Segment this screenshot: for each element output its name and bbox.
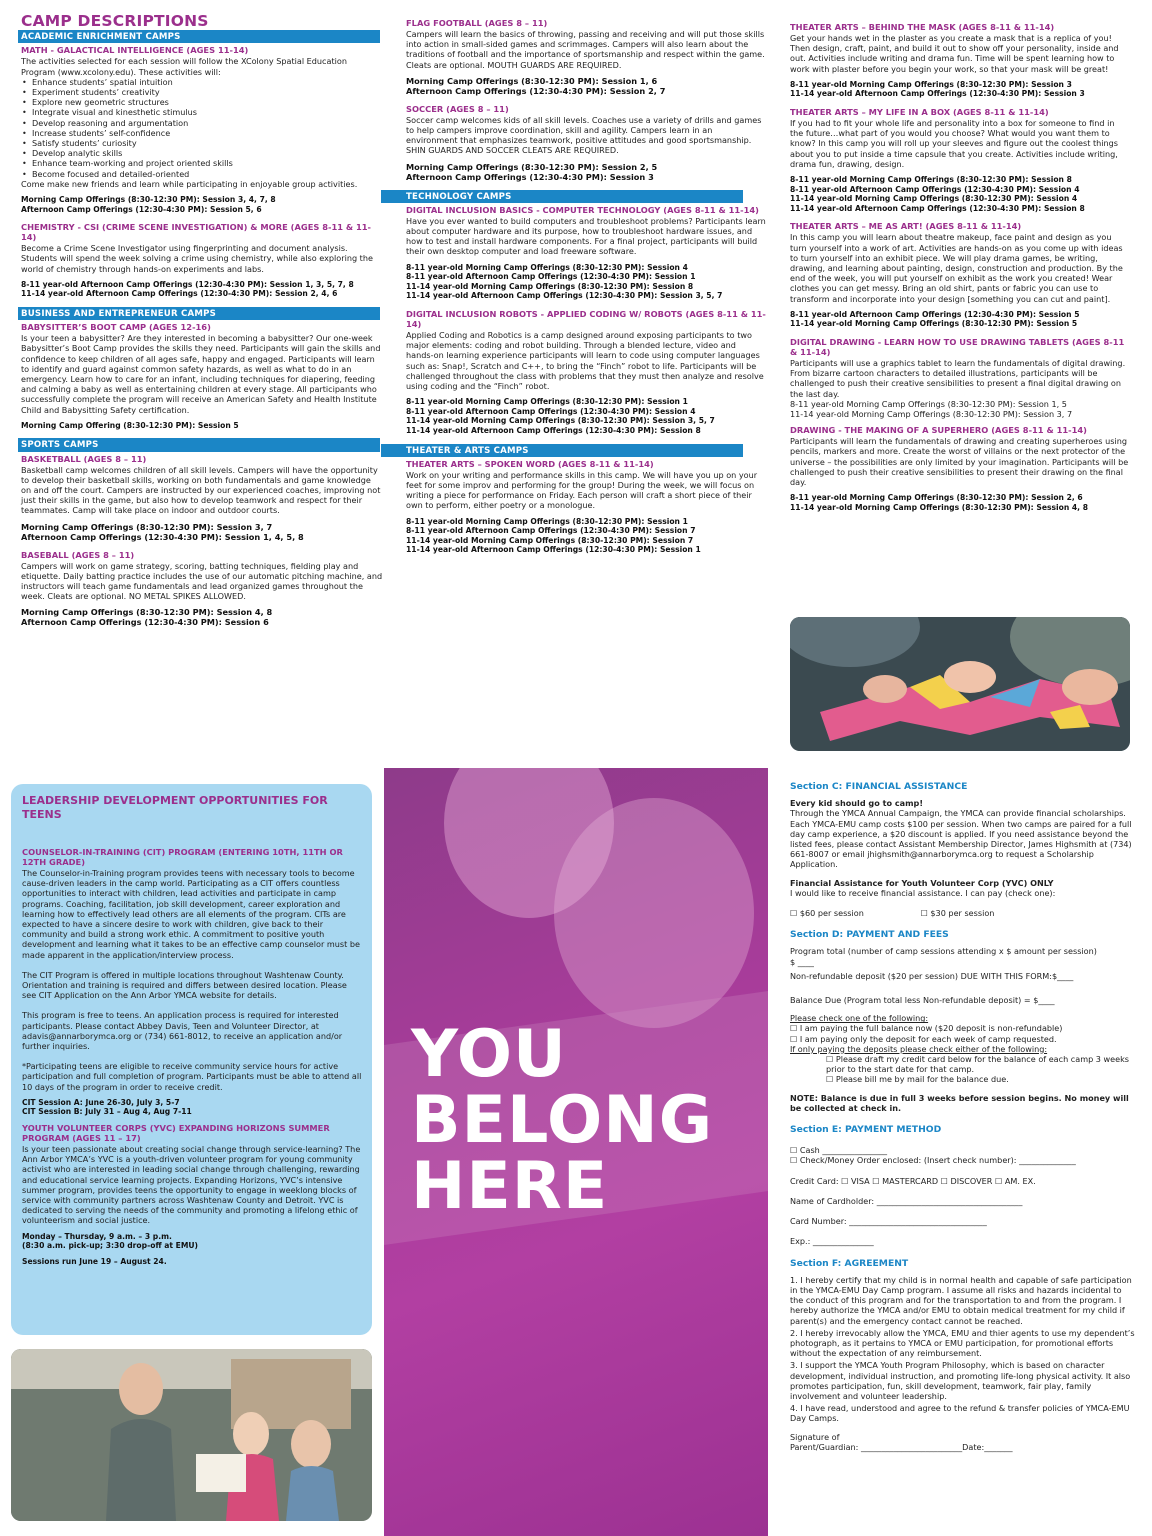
- offering-line: 8-11 year-old Morning Camp Offerings (8:30-12:30 PM): Session 8: [790, 175, 1072, 185]
- offering-line: Morning Camp Offerings (8:30-12:30 PM): Session 3, 7: [21, 521, 273, 532]
- offerings-me-as-art: [790, 310, 1130, 329]
- camp-body-basketball: Basketball camp welcomes children of all skill levels. Campers will have the opportunity to develop their basketball skills, working on both fundamentals and game knowledge on and off the court. Campers are instructed by our experienced coaches, improving not just their skills in the game, but also how to develop teamwork and respect for their teammates. Camp will take place on indoor and outdoor courts.: [21, 464, 381, 516]
- list-item: • Develop reasoning and argumentation: [21, 118, 383, 128]
- checkbox-60-per-session[interactable]: ☐ $60 per session: [790, 908, 864, 919]
- section-c-lead: Every kid should go to camp!: [790, 798, 924, 809]
- offering-line: 11-14 year-old Morning Camp Offerings (8:30-12:30 PM): Session 3, 7: [790, 409, 1073, 420]
- offerings-digital-basics: [406, 263, 766, 301]
- photo-teens-group: [11, 1349, 372, 1521]
- checkbox-cash[interactable]: ☐ Cash ________________: [790, 1145, 888, 1156]
- cardholder-name-field[interactable]: Name of Cardholder: ____________________________________: [790, 1195, 1023, 1206]
- camp-title-life-in-box: THEATER ARTS – MY LIFE IN A BOX (AGES 8-11 & 11-14): [790, 107, 1049, 117]
- offerings-flag-football: [406, 76, 766, 96]
- camp-title-digital-robots: DIGITAL INCLUSION ROBOTS - APPLIED CODING W/ ROBOTS (AGES 8-11 & 11-14): [406, 309, 766, 330]
- check-one-label: Please check one of the following:: [790, 1013, 929, 1024]
- list-item: • Enhance team-working and project oriented skills: [21, 158, 383, 168]
- offering-line: 11-14 year-old Morning Camp Offerings (8:30-12:30 PM): Session 3, 5, 7: [406, 416, 715, 426]
- offering-line: Afternoon Camp Offerings (12:30-4:30 PM): Session 6: [21, 617, 269, 628]
- camp-title-math: MATH - GALACTICAL INTELLIGENCE (AGES 11-14): [21, 45, 249, 56]
- yvc-time-line: Monday – Thursday, 9 a.m. – 3 p.m.: [22, 1231, 172, 1241]
- offering-line: 11-14 year-old Morning Camp Offerings (8:30-12:30 PM): Session 4: [790, 194, 1078, 204]
- offering-line: 8-11 year-old Afternoon Camp Offerings (12:30-4:30 PM): Session 5: [790, 309, 1080, 319]
- offering-line: 11-14 year-old Afternoon Camp Offerings (12:30-4:30 PM): Session 3, 5, 7: [406, 291, 723, 301]
- agreement-item-1: 1. I hereby certify that my child is in normal health and capable of safe participation in the YMCA-EMU Day Camp program. I assume all risks and hazards incidental to the conduct of this program and for the transportation to and from the program. I hereby authorize the YMCA and/or EMU to obtain medical treatment for my child if parent(s) and the emergency contact cannot be reached.: [790, 1274, 1132, 1326]
- offerings-csi: [21, 280, 383, 299]
- signature-label: Signature of: [790, 1431, 840, 1442]
- section-band-business: BUSINESS AND ENTREPRENEUR CAMPS: [18, 307, 380, 320]
- signature-field[interactable]: Parent/Guardian: _________________________Date:_______: [790, 1441, 1013, 1452]
- section-c-yvc-line: I would like to receive financial assistance. I can pay (check one):: [790, 887, 1056, 898]
- photo-kids-crafting: [790, 617, 1130, 751]
- offering-line: 11-14 year-old Morning Camp Offerings (8:30-12:30 PM): Session 5: [790, 319, 1078, 329]
- checkbox-full-balance[interactable]: ☐ I am paying the full balance now ($20 deposit is non-refundable): [790, 1023, 1063, 1034]
- list-item: • Experiment students’ creativity: [21, 87, 383, 97]
- expiration-field[interactable]: Exp.: _______________: [790, 1236, 874, 1247]
- offering-line: Morning Camp Offerings (8:30-12:30 PM): Session 3, 4, 7, 8: [21, 195, 276, 205]
- yvc-sessions: Sessions run June 19 – August 24.: [22, 1256, 167, 1266]
- camp-body-flag-football: Campers will learn the basics of throwing, passing and receiving and will put those skills into action in small-sided games and scrimmages. Campers will also learn about the traditions of football and the importance of sportsmanship and respect within the game. Cleats are optional. MOUTH GUARDS ARE REQUIRED.: [406, 29, 765, 70]
- camp-title-mask: THEATER ARTS – BEHIND THE MASK (AGES 8-11 & 11-14): [790, 22, 1055, 32]
- offering-line: 8-11 year-old Afternoon Camp Offerings (12:30-4:30 PM): Session 4: [406, 406, 696, 416]
- offering-line: 11-14 year-old Afternoon Camp Offerings (12:30-4:30 PM): Session 8: [790, 203, 1085, 213]
- hero-slogan-line: HERE: [411, 1149, 609, 1224]
- program-total-field[interactable]: $ ____: [790, 956, 814, 967]
- camp-body-baseball: Campers will work on game strategy, scoring, batting techniques, fielding play and etiquette. Daily batting practice includes the use of our automatic pitching machine, and instructors will teach game fundamentals and lead organized games throughout the week. Cleats are optional. NO METAL SPIKES ALLOWED.: [21, 560, 383, 602]
- section-band-sports: SPORTS CAMPS: [18, 438, 380, 451]
- camp-body-babysitter: Is your teen a babysitter? Are they interested in becoming a babysitter? Our one-week Babysitter’s Boot Camp provides the skills they need. Participants will gain the skills and confidence to keep children of all ages safe, happy and engaged. Participants will learn to identify and guard against common safety hazards, as well as what to do in an emergency. Learn how to care for an infant, including techniques for diapering, feeding and calming a baby as well as entertaining children at every stage. All participants who successfully complete the program will receive an American Safety and Health Institute Child and Babysitting Safety certification.: [21, 333, 381, 415]
- section-d-heading: Section D: PAYMENT AND FEES: [790, 929, 949, 941]
- offering-line: 8-11 year-old Morning Camp Offerings (8:30-12:30 PM): Session 3: [790, 79, 1072, 89]
- checkbox-check-money-order[interactable]: ☐ Check/Money Order enclosed: (Insert check number): ______________: [790, 1155, 1076, 1166]
- offering-line: Morning Camp Offering (8:30-12:30 PM): Session 5: [21, 420, 239, 430]
- cit-paragraph-3: This program is free to teens. An application process is required for interested participants. Please contact Abbey Davis, Teen and Volunteer Director, at adavis@annarborymca.org or (734) 661-8012, to receive an application and/or further inquiries.: [22, 1010, 343, 1052]
- offering-line: 8-11 year-old Morning Camp Offerings (8:30-12:30 PM): Session 1: [406, 516, 688, 526]
- agreement-item-4: 4. I have read, understood and agree to the refund & transfer policies of YMCA-EMU Day Camps.: [790, 1403, 1130, 1424]
- offerings-spoken-word: [406, 517, 766, 555]
- hero-slogan-line: BELONG: [411, 1083, 714, 1158]
- hero-photo-panel: [384, 768, 768, 1536]
- checkbox-bill-by-mail[interactable]: ☐ Please bill me by mail for the balance due.: [826, 1074, 1009, 1085]
- program-total-label: Program total (number of camp sessions attending x $ amount per session): [790, 946, 1097, 957]
- agreement-item-3: 3. I support the YMCA Youth Program Philosophy, which is based on character development, individual instruction, and promoting life-long physical activity. It also promotes participation, fun, skill development, teamwork, fair play, family involvement and volunteer leadership.: [790, 1360, 1131, 1401]
- offering-line: Afternoon Camp Offerings (12:30-4:30 PM): Session 1, 4, 5, 8: [21, 531, 304, 542]
- agreement-item-2: 2. I hereby irrevocably allow the YMCA, EMU and thier agents to use my dependent’s photograph, as it pertains to YMCA or EMU participation, for promotional efforts without the expectation of any reimbursement.: [790, 1327, 1135, 1359]
- cit-session-a: CIT Session A: June 26-30, July 3, 5-7: [22, 1097, 180, 1107]
- offering-line: 8-11 year-old Morning Camp Offerings (8:30-12:30 PM): Session 1: [406, 397, 688, 407]
- offering-line: Afternoon Camp Offerings (12:30-4:30 PM): Session 5, 6: [21, 204, 262, 214]
- list-item: • Increase students’ self-confidence: [21, 128, 383, 138]
- offerings-basketball: [21, 522, 383, 542]
- offerings-digital-robots: [406, 397, 766, 435]
- camp-title-drawing-tablets: DIGITAL DRAWING - LEARN HOW TO USE DRAWING TABLETS (AGES 8-11 & 11-14): [790, 337, 1125, 357]
- leadership-panel: [11, 784, 372, 1335]
- list-item: • Integrate visual and kinesthetic stimulus: [21, 107, 383, 117]
- camp-title-csi: CHEMISTRY - CSI (CRIME SCENE INVESTIGATION) & MORE (AGES 8-11 & 11-14): [21, 222, 371, 243]
- camp-body-superhero: Participants will learn the fundamentals of drawing and creating superheroes using pencils, markers and more. Create the worst of villains or the next protector of the universe – the possibilities are only limited by your imagination. Participants will be challenged to push their creative sensibilities to present their drawing on the final day.: [790, 436, 1129, 488]
- offering-line: 8-11 year-old Afternoon Camp Offerings (12:30-4:30 PM): Session 7: [406, 526, 696, 536]
- offering-line: Afternoon Camp Offerings (12:30-4:30 PM): Session 2, 7: [406, 85, 666, 96]
- camp-body-csi: Become a Crime Scene Investigator using fingerprinting and document analysis. Students will spend the week solving a crime using chemistry, while also exploring the world of chemistry through hands-on experiments and labs.: [21, 243, 373, 274]
- photo-teens-group-illustration: [11, 1349, 372, 1521]
- photo-kids-crafting-illustration: [790, 617, 1130, 751]
- camp-body-drawing-tablets: Participants will use a graphics tablet to learn the fundamentals of digital drawing. From bizarre cartoon characters to detailed illustrations, participants will be challenged to push their creative sensibilities to present a final digital drawing on the last day.: [790, 358, 1126, 399]
- offering-line: Afternoon Camp Offerings (12:30-4:30 PM): Session 3: [406, 171, 654, 182]
- offerings-soccer: [406, 162, 766, 182]
- list-item: • Develop analytic skills: [21, 148, 383, 158]
- camp-title-basketball: BASKETBALL (AGES 8 – 11): [21, 453, 147, 464]
- cit-sessions: [22, 1098, 362, 1117]
- offering-line: 8-11 year-old Afternoon Camp Offerings (12:30-4:30 PM): Session 1: [406, 272, 696, 282]
- offering-line: 11-14 year-old Morning Camp Offerings (8:30-12:30 PM): Session 8: [406, 281, 694, 291]
- cit-paragraph-4: *Participating teens are eligible to receive community service hours for active participation and full completion of program. Participants must be able to attend all 10 days of the program in order to receive credit.: [22, 1061, 362, 1092]
- offering-line: 11-14 year-old Afternoon Camp Offerings (12:30-4:30 PM): Session 3: [790, 89, 1085, 99]
- section-c-body: Through the YMCA Annual Campaign, the YMCA can provide financial scholarships. Each YMCA-EMU camp costs $100 per session. When two camps are paired for a full day camp experience, a $20 discount is applied. If you need assistance beyond the listed fees, please contact Assistant Membership Director, James Highsmith at (734) 661-8007 or email jhighsmith@annarborymca.org to request a Scholarship Application.: [790, 808, 1132, 870]
- camp-body-life-in-box: If you had to fit your whole life and personality into a box for someone to find in the future…what part of you would you choose? What would you want them to know? In this camp you will roll up your sleeves and figure out the coolest things about you to put inside a time capsule that you create. Activities include writing, drama fun, drawing, design.: [790, 118, 1118, 169]
- camp-outro-math: Come make new friends and learn while participating in enjoyable group activities.: [21, 178, 358, 189]
- camp-body-spoken-word: Work on your writing and performance skills in this camp. We will have you up on your feet for some improv and performing for the group! During the week, we will focus on writing a piece for performance on Friday. Each person will craft a short piece of their own to perform, either poetry or a monologue.: [406, 469, 758, 511]
- camp-title-spoken-word: THEATER ARTS – SPOKEN WORD (AGES 8-11 & 11-14): [406, 458, 654, 469]
- offering-line: 11-14 year-old Afternoon Camp Offerings (12:30-4:30 PM): Session 2, 4, 6: [21, 289, 338, 299]
- offering-line: 8-11 year-old Morning Camp Offerings (8:30-12:30 PM): Session 1, 5: [790, 398, 1067, 409]
- hero-photo-shape: [554, 798, 754, 1028]
- balance-due-field[interactable]: Balance Due (Program total less Non-refundable deposit) = $____: [790, 995, 1055, 1006]
- camp-body-digital-robots: Applied Coding and Robotics is a camp designed around exposing participants to two major elements: coding and robot building. Through a blended lecture, video and hands-on learning experience participants will learn to code using computer languages such as: Snap!, Scratch and C++, to bring the “Finch” robot to life. Participants will be challenged throughout the class with problems that they must then analyze and resolve using coding and the “Finch” robot.: [406, 330, 764, 392]
- camp-title-superhero: DRAWING - THE MAKING OF A SUPERHERO (AGES 8-11 & 11-14): [790, 425, 1087, 436]
- offering-line: 11-14 year-old Morning Camp Offerings (8:30-12:30 PM): Session 7: [406, 535, 694, 545]
- page-title: CAMP DESCRIPTIONS: [21, 12, 209, 30]
- camp-title-cit: COUNSELOR-IN-TRAINING (CIT) PROGRAM (ENTERING 10TH, 11TH OR 12TH GRADE): [22, 847, 343, 867]
- math-goals-list: [21, 77, 383, 179]
- offerings-babysitter: [21, 421, 383, 431]
- list-item: • Explore new geometric structures: [21, 97, 383, 107]
- deposit-field[interactable]: Non-refundable deposit ($20 per session) DUE WITH THIS FORM:$____: [790, 970, 1074, 981]
- yvc-body: Is your teen passionate about creating social change through service-learning? The Ann Arbor YMCA’s YVC is a youth-driven volunteer program for young community activist who are interested in leading social change through challenging, rewarding and educational service learning projects. Expanding Horizons, YVC’s intensive summer program, provides teens the opportunity to engage in weeklong blocks of service with community partners across Washtenaw County and Detroit. YVC is dedicated to serving the needs of the community and promoting a lifelong ethic of volunteerism and social justice.: [22, 1144, 361, 1226]
- offering-line: 8-11 year-old Afternoon Camp Offerings (12:30-4:30 PM): Session 4: [790, 184, 1080, 194]
- column-left: [21, 12, 383, 635]
- offering-line: Morning Camp Offerings (8:30-12:30 PM): Session 4, 8: [21, 607, 273, 618]
- offering-line: 8-11 year-old Morning Camp Offerings (8:30-12:30 PM): Session 4: [406, 262, 688, 272]
- cit-paragraph-2: The CIT Program is offered in multiple locations throughout Washtenaw County. Orientation and training is required and differs between desired location. Please see CIT Application on the Ann Arbor YMCA website for details.: [22, 969, 347, 1001]
- offering-line: 8-11 year-old Morning Camp Offerings (8:30-12:30 PM): Session 2, 6: [790, 493, 1083, 503]
- camp-body-mask: Get your hands wet in the plaster as you create a mask that is a replica of you! Then design, craft, paint, and build it out to show off your personality, inside and out. Activities include writing and drama fun. Time will be spent learning how to work with plaster before you begin your work, so that your mask will be great!: [790, 33, 1119, 74]
- camp-title-flag-football: FLAG FOOTBALL (AGES 8 – 11): [406, 18, 548, 28]
- list-item: • Satisfy students’ curiosity: [21, 138, 383, 148]
- card-number-field[interactable]: Card Number: __________________________________: [790, 1216, 987, 1227]
- list-item: • Become focused and detailed-oriented: [21, 169, 383, 179]
- offerings-math: [21, 195, 383, 214]
- checkbox-30-per-session[interactable]: ☐ $30 per session: [920, 908, 995, 919]
- hero-slogan-line: YOU: [411, 1017, 567, 1092]
- checkbox-deposit-only[interactable]: ☐ I am paying only the deposit for each week of camp requested.: [790, 1033, 1057, 1044]
- offering-line: Morning Camp Offerings (8:30-12:30 PM): Session 2, 5: [406, 161, 658, 172]
- camp-title-soccer: SOCCER (AGES 8 – 11): [406, 103, 509, 114]
- camp-title-yvc: YOUTH VOLUNTEER CORPS (YVC) EXPANDING HORIZONS SUMMER PROGRAM (AGES 11 – 17): [22, 1123, 330, 1144]
- cit-paragraph-1: The Counselor-in-Training program provides teens with necessary tools to become cause-driven leaders in the camp world. Participating as a CIT offers countless opportunities to interact with children, lead activities and participate in camp programs. Coaching, facilitation, job skill development, career exploration and learning how to effectively lead others are all elements of the program. CITs are expected to have a sincere desire to work with children, give back to their community and build a strong work ethic. A commitment to positive youth development and learning what it takes to be an effective camp counselor must be made apparent in the application/interview process.: [22, 868, 360, 960]
- offering-line: 11-14 year-old Afternoon Camp Offerings (12:30-4:30 PM): Session 8: [406, 426, 701, 436]
- camp-title-babysitter: BABYSITTER’S BOOT CAMP (AGES 12-16): [21, 322, 211, 333]
- offering-line: Morning Camp Offerings (8:30-12:30 PM): Session 1, 6: [406, 75, 658, 86]
- camp-title-me-as-art: THEATER ARTS – ME AS ART! (AGES 8-11 & 11-14): [790, 221, 1022, 232]
- cit-session-b: CIT Session B: July 31 – Aug 4, Aug 7-11: [22, 1107, 192, 1117]
- offerings-superhero: [790, 493, 1130, 512]
- hero-slogan: [411, 1017, 714, 1224]
- offerings-life-in-box: [790, 175, 1130, 213]
- offering-line: 11-14 year-old Morning Camp Offerings (8:30-12:30 PM): Session 4, 8: [790, 502, 1088, 512]
- camp-body-me-as-art: In this camp you will learn about theatre makeup, face paint and design as you turn yourself into a work of art. Activities are hands-on as you come up with ideas to turn yourself into an exhibit piece. We will play drama games, be writing, drawing, and learning about painting, design, construction and production. By the end of the week, you will put yourself on exhibit as the work you created! Wear clothes you can get messy. Bring an old shirt, pants or fabric you can use to transform and incorporate into your design [something you can cut and paint].: [790, 232, 1123, 304]
- camp-body-soccer: Soccer camp welcomes kids of all skill levels. Coaches use a variety of drills and games to help campers improve coordination, skill and agility. Campers learn in an environment that emphasizes teamwork, positive attitudes and good sportsmanship. SHIN GUARDS AND SOCCER CLEATS ARE REQUIRED.: [406, 114, 762, 156]
- section-f-heading: Section F: AGREEMENT: [790, 1257, 909, 1269]
- offerings-mask: [790, 80, 1130, 99]
- camp-title-digital-basics: DIGITAL INCLUSION BASICS - COMPUTER TECHNOLOGY (AGES 8-11 & 11-14): [406, 204, 759, 215]
- section-band-technology: TECHNOLOGY CAMPS: [381, 190, 743, 203]
- leadership-heading: LEADERSHIP DEVELOPMENT OPPORTUNITIES FOR TEENS: [22, 794, 328, 821]
- offering-line: 8-11 year-old Afternoon Camp Offerings (12:30-4:30 PM): Session 1, 3, 5, 7, 8: [21, 279, 354, 289]
- deposit-options-label: If only paying the deposits please check either of the following:: [790, 1043, 1048, 1054]
- column-right: [790, 22, 1130, 520]
- section-e-heading: Section E: PAYMENT METHOD: [790, 1124, 942, 1136]
- camp-body-digital-basics: Have you ever wanted to build computers and troubleshoot problems? Participants learn about computer hardware and its purpose, how to troubleshoot hardware issues, and how to test and install hardware components. For a final project, participants will build their own desktop computer and load freeware software.: [406, 215, 766, 257]
- camp-title-baseball: BASEBALL (AGES 8 – 11): [21, 549, 135, 560]
- registration-form: [790, 782, 1135, 1452]
- column-middle: [406, 18, 766, 563]
- yvc-time-line: (8:30 a.m. pick-up; 3:30 drop-off at EMU): [22, 1241, 199, 1251]
- offering-line: 11-14 year-old Afternoon Camp Offerings (12:30-4:30 PM): Session 1: [406, 545, 701, 555]
- list-item: • Enhance students’ spatial intuition: [21, 77, 383, 87]
- yvc-payment-options: [790, 908, 1135, 918]
- balance-note: NOTE: Balance is due in full 3 weeks before session begins. No money will be collected at check in.: [790, 1092, 1129, 1113]
- camp-intro-math: The activities selected for each session will follow the XColony Spatial Education Program (www.xcolony.edu). These activities will:: [21, 56, 347, 77]
- checkbox-draft-card[interactable]: ☐ Please draft my credit card below for the balance of each camp 3 weeks prior to the start date for that camp.: [826, 1054, 1129, 1075]
- offerings-baseball: [21, 607, 383, 627]
- section-band-academic: ACADEMIC ENRICHMENT CAMPS: [18, 30, 380, 43]
- section-band-theater-arts: THEATER & ARTS CAMPS: [381, 444, 743, 457]
- credit-card-type-options[interactable]: Credit Card: ☐ VISA ☐ MASTERCARD ☐ DISCOVER ☐ AM. EX.: [790, 1175, 1036, 1186]
- section-c-yvc-heading: Financial Assistance for Youth Volunteer Corp (YVC) ONLY: [790, 877, 1054, 888]
- yvc-times: [22, 1232, 362, 1251]
- section-c-heading: Section C: FINANCIAL ASSISTANCE: [790, 781, 968, 792]
